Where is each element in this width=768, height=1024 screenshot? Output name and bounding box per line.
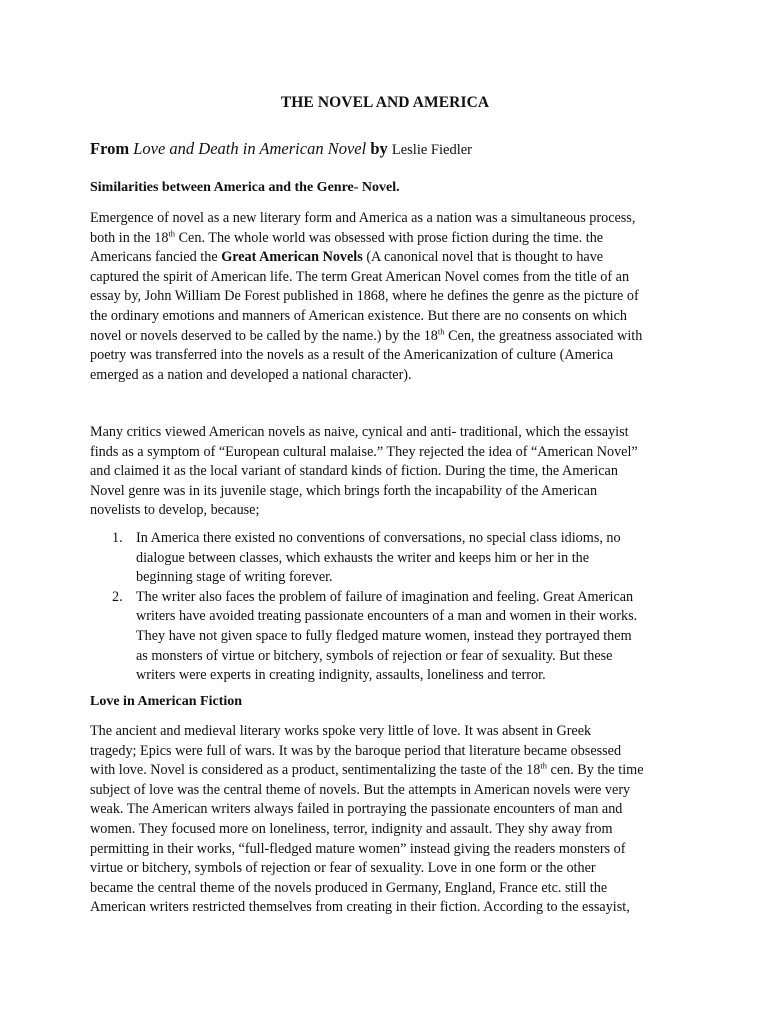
paragraph-line: became the central theme of the novels produced in Germany, England, France etc. still the [90,879,608,896]
paragraph-line: both in the 18th Cen. The whole world was obsessed with prose fiction during the time. the [90,227,604,246]
list-line: beginning stage of writing forever. [136,569,333,586]
by-label: by [370,139,388,158]
paragraph-line: tragedy; Epics were full of wars. It was by the baroque period that literature became obsessed [90,742,622,759]
paragraph-line: Americans fancied the Great American Novels (A canonical novel that is thought to have [90,249,604,266]
numbered-list [112,529,672,686]
paragraph-line: the ordinary emotions and manners of American existence. But there are no consents on which [90,307,627,324]
author-name: Leslie Fiedler [391,142,473,158]
section-heading-love: Love in American Fiction [90,694,243,709]
section-heading-similarities: Similarities between America and the Genre- Novel. [90,180,400,195]
paragraph-line: The ancient and medieval literary works spoke very little of love. It was absent in Greek [90,723,592,739]
document-title: THE NOVEL AND AMERICA [280,94,490,111]
paragraph-line: with love. Novel is considered as a product, sentimentalizing the taste of the 18th cen. By the time [90,760,644,779]
paragraph-line: permitting in their works, “full-fledged mature women” instead giving the readers monsters of [90,840,626,857]
paragraph-line: virtue or bitchery, symbols of rejection or fear of sexuality. Love in one form or the other [90,860,596,877]
paragraph-line: Emergence of novel as a new literary form and America as a nation was a simultaneous process, [90,210,636,226]
paragraph-line: and claimed it as the local variant of standard kinds of fiction. During the time, the American [90,463,618,480]
paragraph-love [90,722,688,918]
list-number: 2. [112,588,123,605]
paragraph-line: weak. The American writers always failed in portraying the passionate encounters of man and [90,801,623,818]
source-line [90,139,680,159]
from-label: From [90,139,130,158]
paragraph-line: Novel genre was in its juvenile stage, which brings forth the incapability of the American [90,482,598,499]
paragraph-line: finds as a symptom of “European cultural malaise.” They rejected the idea of “American Novel” [90,443,638,460]
list-line: dialogue between classes, which exhausts the writer and keeps him or her in the [136,549,590,566]
paragraph-critics [90,423,688,521]
paragraph-line: novel or novels deserved to be called by the name.) by the 18th Cen, the greatness associated with [90,325,643,344]
list-item [112,588,672,686]
paragraph-emergence [90,209,688,385]
paragraph-line: captured the spirit of American life. The term Great American Novel comes from the title of an [90,268,630,285]
paragraph-line: emerged as a nation and developed a national character). [90,366,412,383]
list-item [112,529,672,588]
paragraph-line: Many critics viewed American novels as naive, cynical and anti- traditional, which the essayist [90,424,629,440]
paragraph-line: poetry was transferred into the novels as a result of the Americanization of culture (America [90,347,614,364]
list-line: writers have avoided treating passionate encounters of a man and women in their works. [136,608,638,625]
paragraph-line: subject of love was the central theme of novels. But the attempts in American novels were very [90,781,631,798]
list-number: 1. [112,530,123,546]
work-title: Love and Death in American Novel [133,139,367,158]
list-line: In America there existed no conventions of conversations, no special class idioms, no [136,530,621,546]
great-american-novels-term: Great American Novels [221,249,363,266]
list-line: writers were experts in creating indignity, assaults, loneliness and terror. [136,667,546,684]
paragraph-line: novelists to develop, because; [90,502,260,519]
paragraph-line: women. They focused more on loneliness, terror, indignity and assault. They shy away from [90,820,613,837]
paragraph-line: essay by, John William De Forest published in 1868, where he defines the genre as the picture of [90,288,639,305]
list-line: The writer also faces the problem of failure of imagination and feeling. Great American [136,588,634,605]
list-line: as monsters of virtue or bitchery, symbols of rejection or fear of sexuality. But these [136,647,613,664]
list-line: They have not given space to fully fledged mature women, instead they portrayed them [136,627,632,644]
paragraph-line: American writers restricted themselves from creating in their fiction. According to the essayist, [90,899,630,916]
